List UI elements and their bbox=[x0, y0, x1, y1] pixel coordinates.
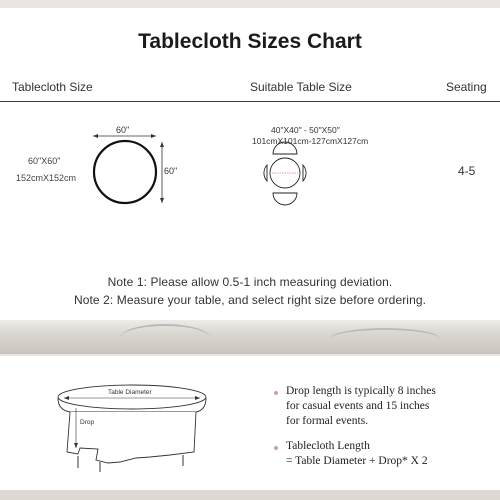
suitable-table-cm: 101cmX101cm-127cmX127cm bbox=[252, 136, 369, 146]
tablecloth-length-title: Tablecloth Length bbox=[286, 440, 370, 452]
tablecloth-length-formula: = Table Diameter + Drop* X 2 bbox=[286, 455, 428, 467]
tablecloth-size-inches: 60"X60" bbox=[28, 156, 61, 166]
tablecloth-width-label: 60" bbox=[116, 125, 130, 135]
bullet-dot bbox=[274, 391, 278, 395]
drop-label: Drop bbox=[80, 419, 95, 426]
header-seating: Seating bbox=[446, 80, 487, 94]
tablecloth-size-cm: 152cmX152cm bbox=[16, 173, 77, 183]
drop-length-line-2: for casual events and 15 inches bbox=[286, 400, 430, 412]
drop-length-line-1: Drop length is typically 8 inches bbox=[286, 385, 436, 397]
header-tablecloth-size: Tablecloth Size bbox=[12, 80, 93, 94]
note-measuring-deviation: Note 1: Please allow 0.5-1 inch measuring deviation. bbox=[107, 275, 393, 289]
table-diameter-label: Table Diameter bbox=[108, 389, 152, 396]
seating-count: 4-5 bbox=[458, 164, 476, 178]
note-measure-table: Note 2: Measure your table, and select right size before ordering. bbox=[73, 293, 427, 307]
suitable-table-inches: 40"X40" - 50"X50" bbox=[271, 125, 340, 135]
drop-length-line-3: for formal events. bbox=[286, 415, 369, 427]
bullet-dot bbox=[274, 446, 278, 450]
header-suitable-table-size: Suitable Table Size bbox=[250, 80, 352, 94]
tablecloth-length-label: 60" bbox=[164, 166, 178, 176]
chart-title: Tablecloth Sizes Chart bbox=[138, 30, 362, 53]
